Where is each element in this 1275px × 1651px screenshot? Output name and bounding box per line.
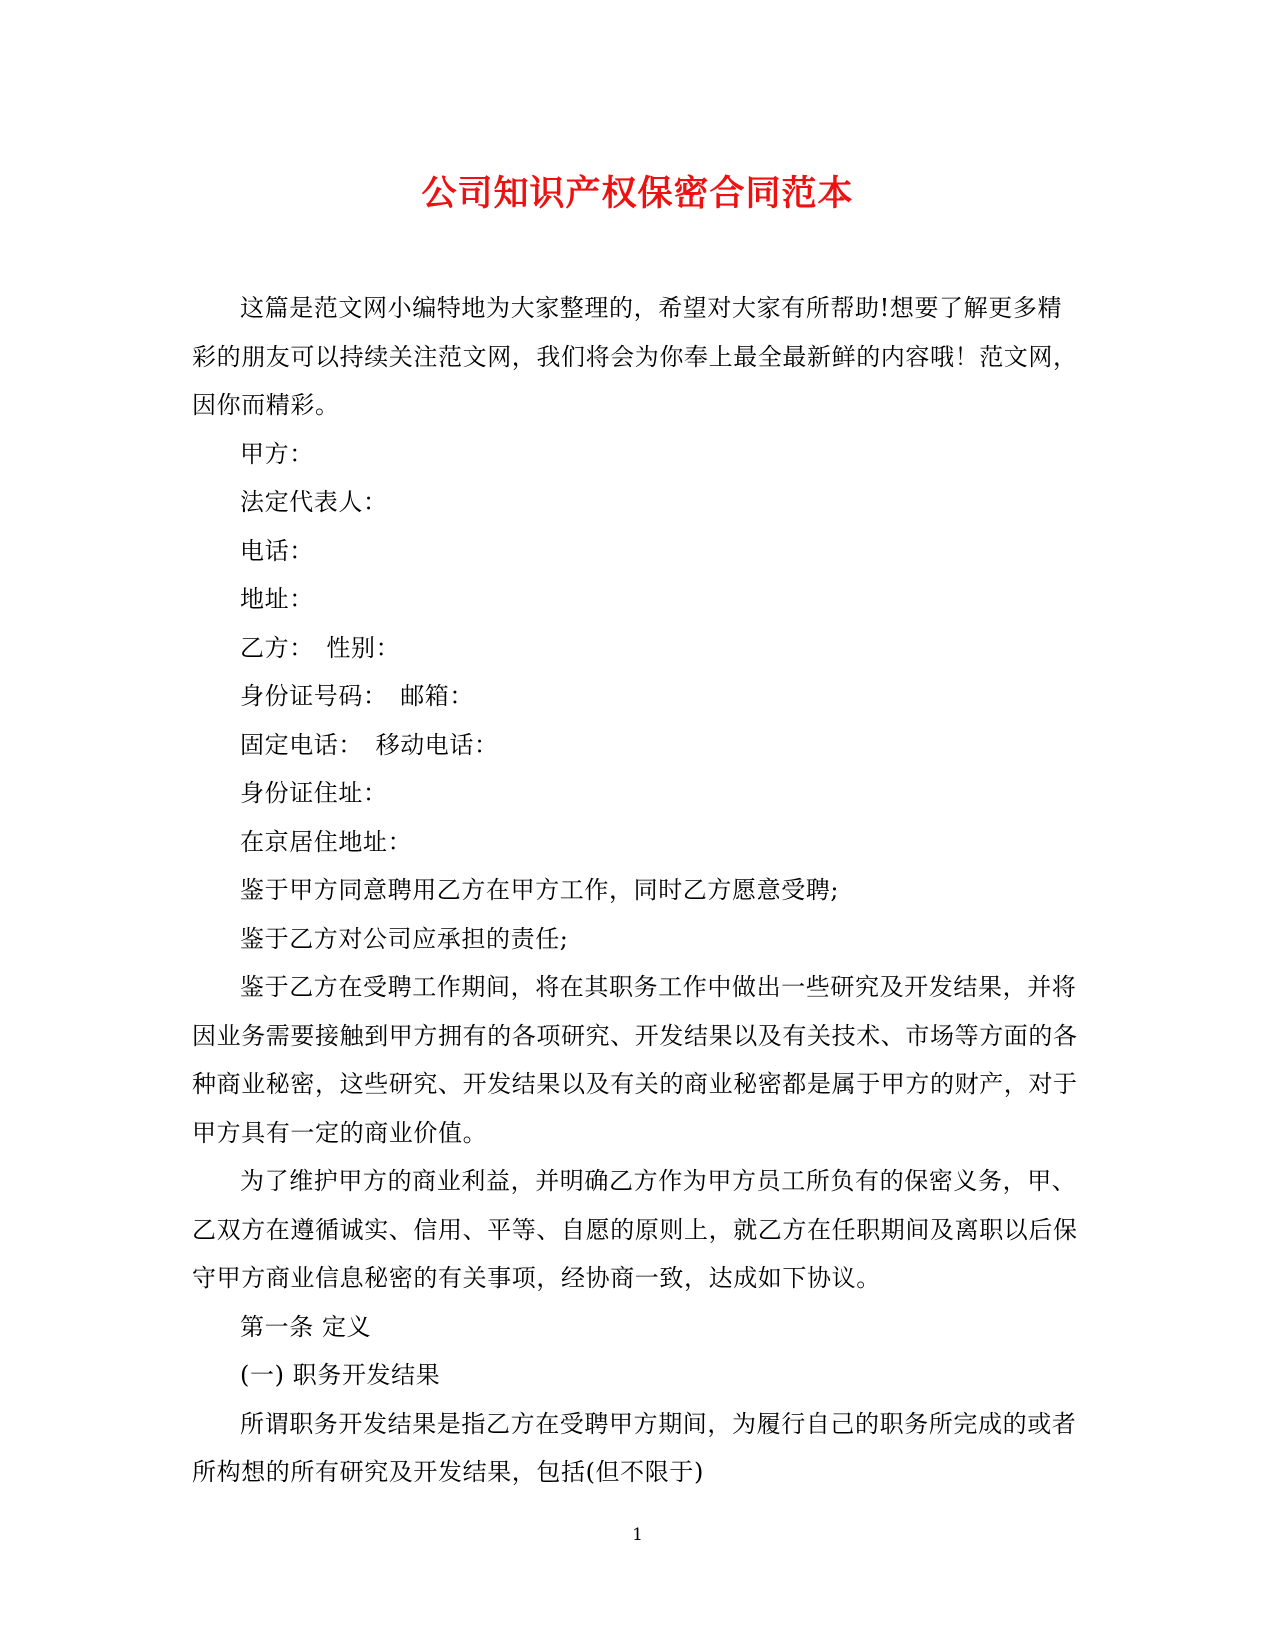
id-number-email-label: 身份证号码： 邮箱： <box>240 682 474 710</box>
document-title: 公司知识产权保密合同范本 <box>421 173 854 214</box>
recital-employment: 鉴于甲方同意聘用乙方在甲方工作，同时乙方愿意受聘; <box>240 876 840 904</box>
definition-paragraph: 所谓职务开发结果是指乙方在受聘甲方期间，为履行自己的职务所完成的或者所构想的所有研究及开发结果，包括(但不限于) <box>192 1409 1077 1486</box>
party-b-gender-label: 乙方： 性别： <box>240 633 401 662</box>
intro-paragraph: 这篇是范文网小编特地为大家整理的，希望对大家有所帮助!想要了解更多精彩的朋友可以持续关注范文网，我们将会为你奉上最全最新鲜的内容哦！范文网，因你而精彩。 <box>192 294 1078 419</box>
beijing-address-label: 在京居住地址： <box>240 827 413 856</box>
document-body <box>192 284 1084 1497</box>
id-address-label: 身份证住址： <box>240 779 388 807</box>
recital-agreement: 为了维护甲方的商业利益，并明确乙方作为甲方员工所负有的保密义务，甲、乙双方在遵循诚实、信用、平等、自愿的原则上，就乙方在任职期间及离职以后保守甲方商业信息秘密的有关事项，经协商一致，达成如下协议。 <box>192 1167 1078 1292</box>
landline-mobile-label: 固定电话： 移动电话： <box>240 730 499 759</box>
phone-label: 电话： <box>240 536 314 565</box>
page-number: 1 <box>632 1525 643 1545</box>
recital-responsibility: 鉴于乙方对公司应承担的责任; <box>240 924 569 953</box>
legal-representative-label: 法定代表人： <box>240 488 388 516</box>
address-label: 地址： <box>240 585 314 613</box>
recital-trade-secrets: 鉴于乙方在受聘工作期间，将在其职务工作中做出一些研究及开发结果，并将因业务需要接触到甲方拥有的各项研究、开发结果以及有关技术、市场等方面的各种商业秘密，这些研究、开发结果以及有关的商业秘密都是属于甲方的财产，对于甲方具有一定的商业价值。 <box>192 973 1078 1147</box>
section-one-heading: (一) 职务开发结果 <box>240 1361 441 1389</box>
party-a-label: 甲方： <box>240 439 314 468</box>
article-one-heading: 第一条 定义 <box>240 1312 372 1341</box>
